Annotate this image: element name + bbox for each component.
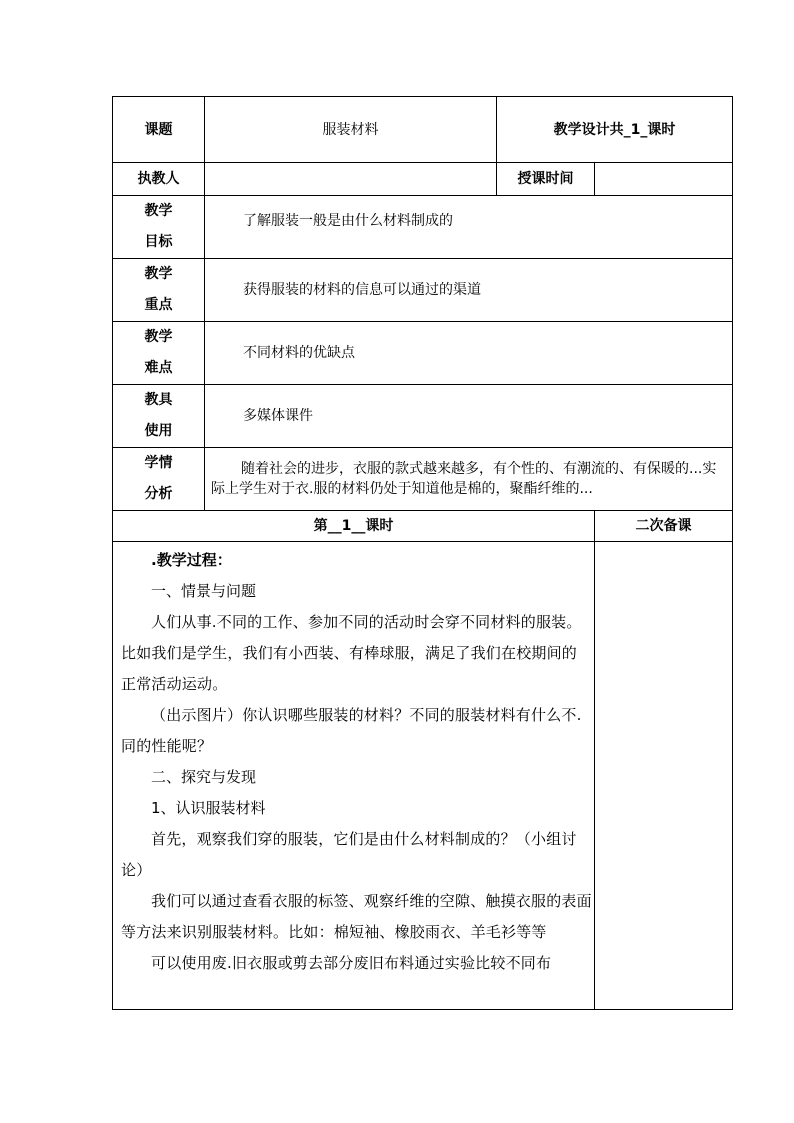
section-2-heading: 二、探究与发现 bbox=[151, 768, 257, 786]
difficulty-value: 不同材料的优缺点 bbox=[205, 322, 733, 385]
second-prep-heading: 二次备课 bbox=[595, 511, 733, 542]
lesson-plan-table bbox=[112, 96, 733, 1010]
paragraph-1: 人们从事.不同的工作、参加不同的活动时会穿不同材料的服装。比如我们是学生，我们有小西装、有棒球服，满足了我们在校期间的正常活动运动。 bbox=[121, 613, 582, 693]
focus-row bbox=[113, 259, 733, 322]
process-row bbox=[113, 542, 733, 1010]
topic-row bbox=[113, 97, 733, 163]
topic-label: 课题 bbox=[113, 97, 205, 163]
analysis-row bbox=[113, 448, 733, 511]
topic-value: 服装材料 bbox=[205, 97, 497, 163]
paragraph-2: （出示图片）你认识哪些服装的材料？不同的服装材料有什么不.同的性能呢？ bbox=[121, 706, 582, 755]
process-title: .教学过程： bbox=[151, 551, 232, 569]
second-prep-cell bbox=[595, 542, 733, 1010]
analysis-value: 随着社会的进步，衣服的款式越来越多，有个性的、有潮流的、有保暖的...实际上学生对于衣.服的材料仍处于知道他是棉的，聚酯纤维的... bbox=[205, 448, 733, 511]
process-cell bbox=[113, 542, 595, 1010]
teacher-label: 执教人 bbox=[113, 163, 205, 196]
tools-value: 多媒体课件 bbox=[205, 385, 733, 448]
subsection-1-heading: 1、认识服装材料 bbox=[151, 799, 266, 817]
difficulty-row bbox=[113, 322, 733, 385]
goal-row bbox=[113, 196, 733, 259]
teacher-value bbox=[205, 163, 497, 196]
focus-label: 教学 重点 bbox=[113, 259, 205, 322]
analysis-label: 学情 分析 bbox=[113, 448, 205, 511]
tools-label: 教具 使用 bbox=[113, 385, 205, 448]
design-note: 教学设计共_1_课时 bbox=[497, 97, 733, 163]
period-header-row bbox=[113, 511, 733, 542]
paragraph-3: 首先，观察我们穿的服装，它们是由什么材料制成的？（小组讨论） bbox=[121, 830, 577, 879]
time-value bbox=[595, 163, 733, 196]
paragraph-5: 可以使用废.旧衣服或剪去部分废旧布料通过实验比较不同布 bbox=[151, 954, 552, 972]
goal-value: 了解服装一般是由什么材料制成的 bbox=[205, 196, 733, 259]
period-heading: 第__1__课时 bbox=[113, 511, 595, 542]
teacher-row bbox=[113, 163, 733, 196]
tools-row bbox=[113, 385, 733, 448]
time-label: 授课时间 bbox=[497, 163, 595, 196]
paragraph-4: 我们可以通过查看衣服的标签、观察纤维的空隙、触摸衣服的表面等方法来识别服装材料。比如：棉短袖、橡胶雨衣、羊毛衫等等 bbox=[121, 892, 592, 941]
goal-label: 教学 目标 bbox=[113, 196, 205, 259]
focus-value: 获得服装的材料的信息可以通过的渠道 bbox=[205, 259, 733, 322]
difficulty-label: 教学 难点 bbox=[113, 322, 205, 385]
section-1-heading: 一、情景与问题 bbox=[151, 582, 257, 600]
